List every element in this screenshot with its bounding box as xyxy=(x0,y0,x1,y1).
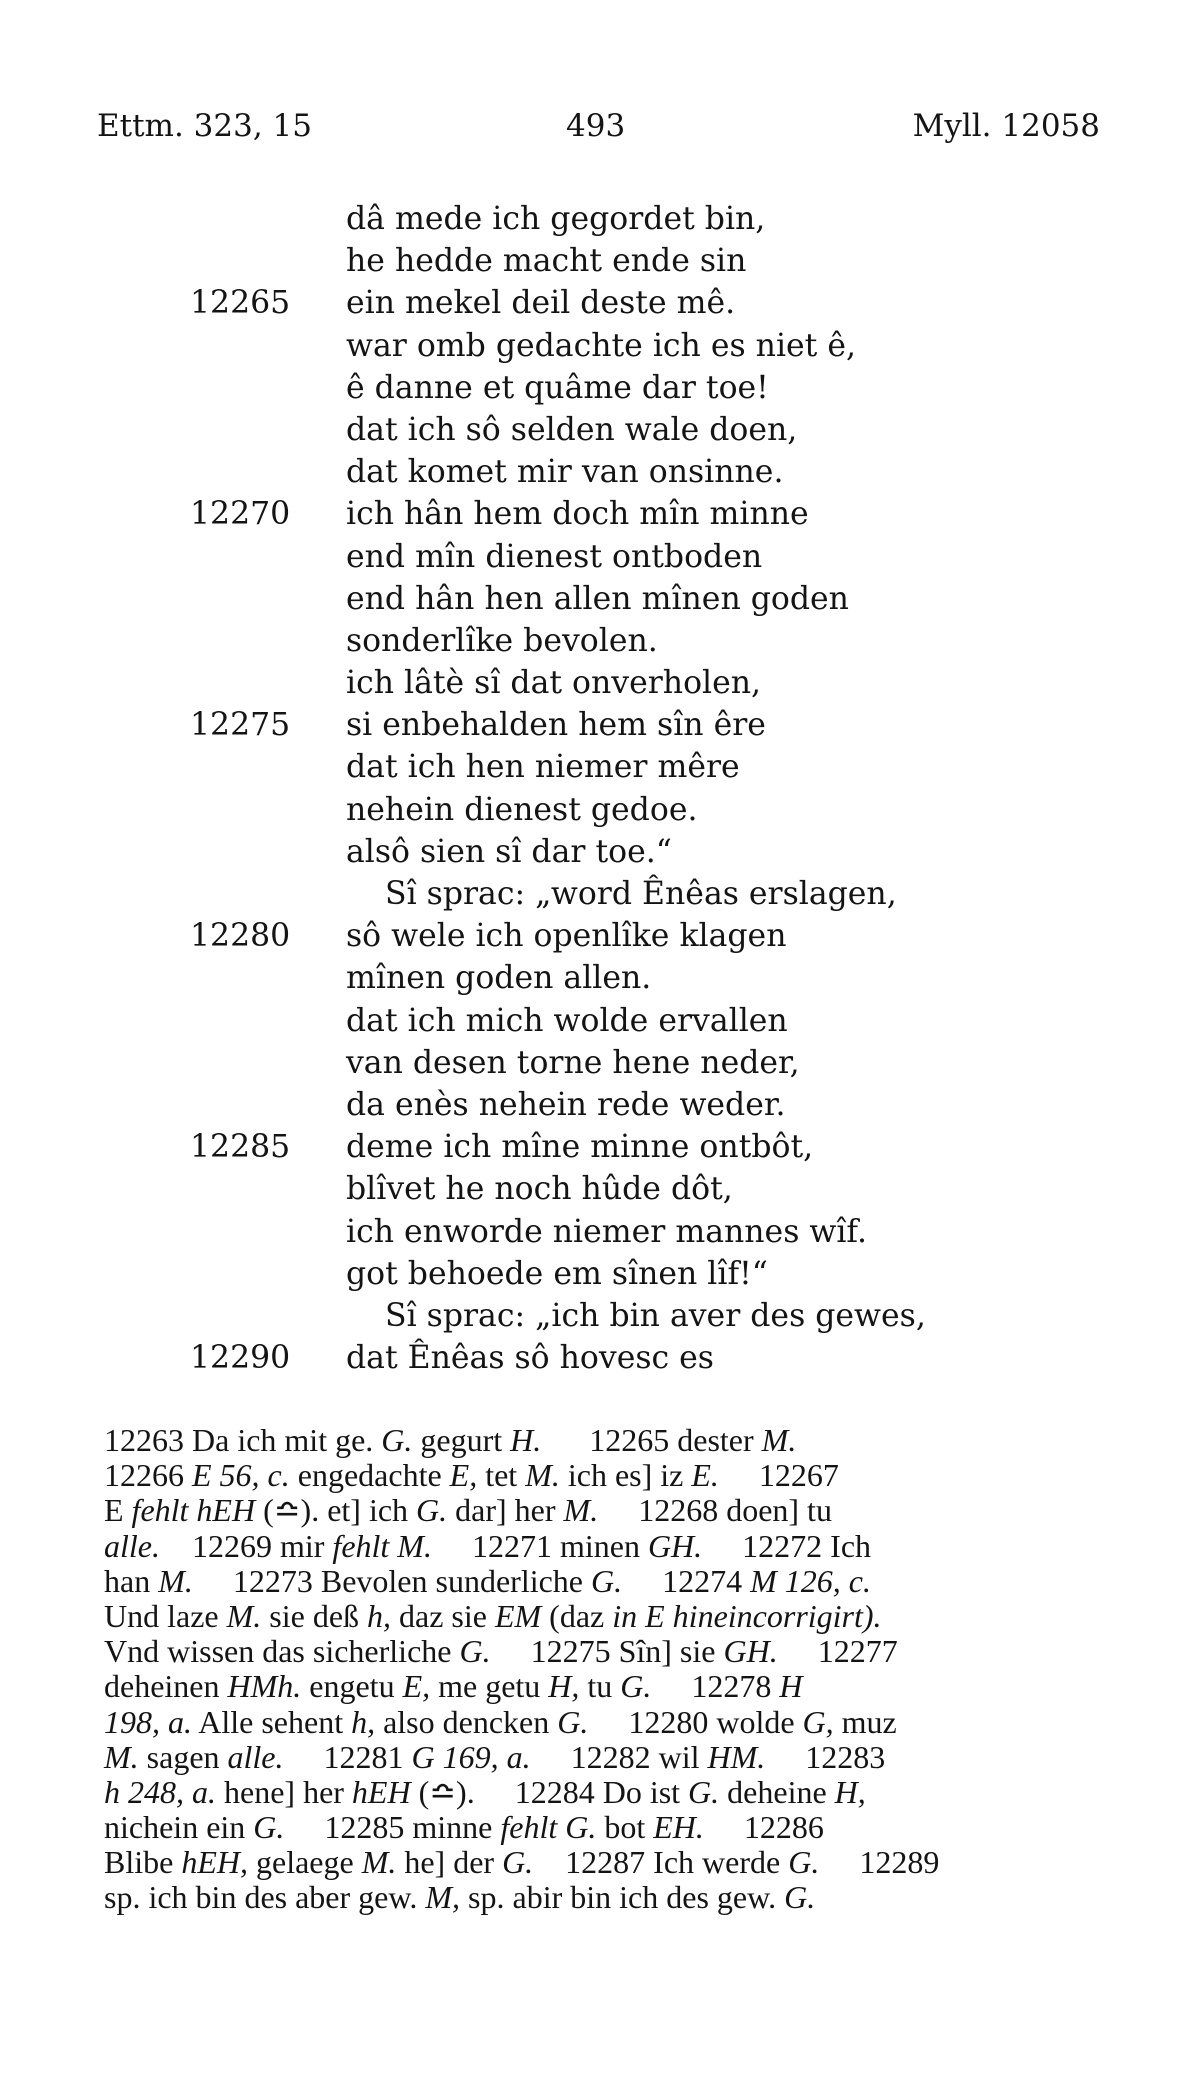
apparatus-segment: M. xyxy=(158,1562,193,1599)
apparatus-segment: hEH, xyxy=(181,1844,248,1881)
apparatus-segment: sagen xyxy=(138,1738,228,1775)
apparatus-segment: 12275 Sîn] sie xyxy=(490,1633,724,1670)
apparatus-segment: me getu xyxy=(430,1668,549,1705)
apparatus-segment: 12283 xyxy=(765,1738,886,1775)
apparatus-segment: in E hineincorrigirt). xyxy=(612,1597,882,1634)
verse-text: sô wele ich openlîke klagen xyxy=(346,918,787,955)
verse-line xyxy=(0,957,1200,999)
apparatus-segment: 12289 xyxy=(819,1844,940,1881)
apparatus-segment: 12282 wil xyxy=(530,1738,708,1775)
verse-line xyxy=(0,1253,1200,1295)
apparatus-segment: dar] her xyxy=(447,1492,564,1529)
verse-line xyxy=(0,1211,1200,1253)
apparatus-segment: han xyxy=(104,1562,159,1599)
line-number: 12275 xyxy=(190,707,291,744)
apparatus-segment: G. xyxy=(591,1562,623,1599)
apparatus-segment: tu xyxy=(579,1668,621,1705)
apparatus-segment: G. xyxy=(381,1422,413,1458)
verse-line xyxy=(0,578,1200,620)
apparatus-segment: engetu xyxy=(301,1668,403,1705)
verse-text: mînen goden allen. xyxy=(346,960,652,997)
apparatus-segment: E xyxy=(104,1492,132,1529)
verse-text: war omb gedachte ich es niet ê, xyxy=(346,327,856,364)
apparatus-segment: sp. ich bin des aber gew. xyxy=(104,1879,426,1916)
verse-line xyxy=(0,1337,1200,1379)
apparatus-segment: fehlt hEH xyxy=(131,1492,256,1529)
apparatus-segment: H, xyxy=(834,1773,866,1810)
apparatus-line xyxy=(104,1564,1116,1599)
verse-line xyxy=(0,282,1200,324)
verse-text: si enbehalden hem sîn êre xyxy=(346,707,766,744)
apparatus-segment: fehlt M. xyxy=(332,1527,432,1564)
apparatus-segment: M. xyxy=(525,1457,560,1494)
apparatus-segment: 12271 minen xyxy=(431,1527,648,1564)
apparatus-segment: fehlt G. xyxy=(500,1809,597,1846)
apparatus-segment: G. xyxy=(253,1809,285,1846)
critical-apparatus xyxy=(104,1423,1116,1916)
verse-text: ich hân hem doch mîn minne xyxy=(346,496,809,533)
apparatus-segment: 12263 Da ich mit ge. xyxy=(104,1422,382,1458)
apparatus-segment: hEH xyxy=(351,1773,411,1810)
apparatus-segment: tet xyxy=(477,1457,526,1494)
verse-line xyxy=(0,1295,1200,1337)
apparatus-segment: h 248, a. xyxy=(104,1773,216,1810)
apparatus-segment: 12273 Bevolen sunderliche xyxy=(192,1562,591,1599)
apparatus-segment: daz sie xyxy=(391,1597,495,1634)
verse-line xyxy=(0,1168,1200,1210)
apparatus-segment: 12274 xyxy=(622,1562,751,1599)
apparatus-segment: G. xyxy=(788,1844,820,1881)
apparatus-segment: (daz xyxy=(541,1597,613,1634)
apparatus-segment: Alle sehent xyxy=(192,1703,352,1740)
apparatus-segment: G. xyxy=(688,1773,720,1810)
apparatus-segment: GH. xyxy=(647,1527,703,1564)
apparatus-segment: M. xyxy=(761,1422,797,1458)
apparatus-segment: M 126, c. xyxy=(750,1562,871,1599)
apparatus-segment: E, xyxy=(402,1668,431,1705)
verse-text: deme ich mîne minne ontbôt, xyxy=(346,1129,814,1166)
apparatus-segment: also dencken xyxy=(375,1703,558,1740)
apparatus-segment: 12277 xyxy=(777,1633,898,1670)
page-number: 493 xyxy=(566,108,626,144)
apparatus-segment: gelaege xyxy=(247,1844,362,1881)
apparatus-segment: 198, a. xyxy=(104,1703,192,1740)
apparatus-segment: M. xyxy=(104,1738,139,1775)
apparatus-segment: 12269 mir xyxy=(159,1527,333,1564)
apparatus-line xyxy=(104,1705,1116,1740)
verse-line xyxy=(0,873,1200,915)
verse-line xyxy=(0,451,1200,493)
verse-line xyxy=(0,746,1200,788)
apparatus-segment: 12281 xyxy=(283,1738,412,1775)
apparatus-segment: G, xyxy=(802,1703,834,1740)
verse-text: ê danne et quâme dar toe! xyxy=(346,369,769,406)
apparatus-segment: G. xyxy=(459,1633,491,1670)
verse-line xyxy=(0,789,1200,831)
verse-block xyxy=(0,198,1200,1379)
verse-line xyxy=(0,1126,1200,1168)
apparatus-segment: muz xyxy=(833,1703,897,1740)
verse-text: van desen torne hene neder, xyxy=(346,1044,800,1081)
line-number: 12285 xyxy=(190,1129,291,1166)
verse-line xyxy=(0,1042,1200,1084)
apparatus-segment: G 169, a. xyxy=(411,1738,531,1775)
apparatus-segment: 12268 doen] tu xyxy=(598,1492,832,1529)
verse-text: Sî sprac: „ich bin aver des gewes, xyxy=(385,1297,926,1334)
apparatus-segment: HMh. xyxy=(227,1668,302,1705)
apparatus-segment: h, xyxy=(367,1597,392,1634)
apparatus-segment: h, xyxy=(351,1703,376,1740)
apparatus-line xyxy=(104,1493,1116,1528)
apparatus-segment: E, xyxy=(449,1457,478,1494)
apparatus-segment: GH. xyxy=(723,1633,778,1670)
apparatus-line xyxy=(104,1423,1116,1458)
apparatus-line xyxy=(104,1810,1116,1845)
apparatus-segment: G. xyxy=(557,1703,589,1740)
verse-line xyxy=(0,620,1200,662)
apparatus-segment: sp. abir bin ich des gew. xyxy=(460,1879,785,1916)
apparatus-segment: sie deß xyxy=(261,1597,368,1634)
apparatus-segment: G. xyxy=(416,1492,448,1529)
line-number: 12290 xyxy=(190,1340,291,1377)
apparatus-line xyxy=(104,1634,1116,1669)
apparatus-segment: M. xyxy=(226,1597,262,1634)
verse-line xyxy=(0,493,1200,535)
verse-line xyxy=(0,1000,1200,1042)
apparatus-segment: M. xyxy=(361,1844,397,1881)
apparatus-segment: M, xyxy=(425,1879,461,1916)
verse-line xyxy=(0,915,1200,957)
apparatus-line xyxy=(104,1599,1116,1634)
apparatus-segment: HM. xyxy=(707,1738,766,1775)
apparatus-line xyxy=(104,1845,1116,1880)
verse-text: ich lâtè sî dat onverholen, xyxy=(346,665,762,702)
running-header xyxy=(0,108,1200,148)
apparatus-segment: nichein ein xyxy=(104,1809,254,1846)
apparatus-segment: 12287 Ich werde xyxy=(533,1844,789,1881)
verse-line xyxy=(0,367,1200,409)
apparatus-segment: alle. xyxy=(227,1738,284,1775)
apparatus-segment: deheinen xyxy=(104,1668,228,1705)
apparatus-segment: E 56, c. xyxy=(192,1457,290,1494)
apparatus-segment: G. xyxy=(784,1879,816,1916)
apparatus-segment: 12266 xyxy=(104,1457,192,1494)
apparatus-segment: Und laze xyxy=(104,1597,227,1634)
apparatus-segment: bot xyxy=(596,1809,654,1846)
line-number: 12265 xyxy=(190,285,291,322)
apparatus-segment: gegurt xyxy=(412,1422,511,1458)
verse-text: dat Ênêas sô hovesc es xyxy=(346,1340,714,1377)
apparatus-segment: E. xyxy=(691,1457,719,1494)
verse-text: dat ich mich wolde ervallen xyxy=(346,1002,788,1039)
apparatus-segment: 12280 wolde xyxy=(588,1703,803,1740)
verse-text: dat ich sô selden wale doen, xyxy=(346,411,798,448)
verse-line xyxy=(0,536,1200,578)
verse-text: dâ mede ich gegordet bin, xyxy=(346,201,766,237)
apparatus-line xyxy=(104,1775,1116,1810)
apparatus-segment: (≏). et] ich xyxy=(255,1492,417,1529)
apparatus-segment: G. xyxy=(502,1844,534,1881)
apparatus-line xyxy=(104,1669,1116,1704)
verse-line xyxy=(0,1084,1200,1126)
apparatus-segment: H. xyxy=(510,1422,542,1458)
verse-line xyxy=(0,662,1200,704)
apparatus-segment: alle. xyxy=(104,1527,160,1564)
apparatus-line xyxy=(104,1529,1116,1564)
apparatus-segment: H xyxy=(779,1668,803,1705)
apparatus-segment: he] der xyxy=(396,1844,503,1881)
apparatus-segment: (≏). 12284 Do ist xyxy=(410,1773,689,1810)
line-number: 12280 xyxy=(190,918,291,955)
apparatus-segment: 12278 xyxy=(651,1668,780,1705)
apparatus-segment: engedachte xyxy=(289,1457,450,1494)
apparatus-line xyxy=(104,1740,1116,1775)
verse-text: end hân hen allen mînen goden xyxy=(346,580,849,617)
verse-line xyxy=(0,240,1200,282)
apparatus-segment: Vnd wissen das sicherliche xyxy=(104,1633,460,1670)
verse-text: dat komet mir van onsinne. xyxy=(346,454,784,491)
apparatus-segment: EM xyxy=(494,1597,542,1634)
apparatus-line xyxy=(104,1458,1116,1493)
apparatus-segment: EH. xyxy=(653,1809,704,1846)
verse-text: dat ich hen niemer mêre xyxy=(346,749,740,786)
apparatus-segment: H, xyxy=(548,1668,580,1705)
verse-text: sonderlîke bevolen. xyxy=(346,622,658,659)
verse-text: Sî sprac: „word Ênêas erslagen, xyxy=(385,876,897,912)
verse-line xyxy=(0,409,1200,451)
verse-text: nehein dienest gedoe. xyxy=(346,791,698,828)
apparatus-segment: hene] her xyxy=(216,1773,352,1810)
verse-line xyxy=(0,325,1200,367)
verse-text: end mîn dienest ontboden xyxy=(346,538,763,575)
verse-text: got behoede em sînen lîf!“ xyxy=(346,1255,768,1292)
verse-text: ein mekel deil deste mê. xyxy=(346,285,736,322)
apparatus-segment: deheine xyxy=(719,1773,835,1810)
verse-text: blîvet he noch hûde dôt, xyxy=(346,1171,733,1208)
apparatus-line xyxy=(104,1880,1116,1915)
verse-text: da enès nehein rede weder. xyxy=(346,1086,786,1123)
verse-text: ich enworde niemer mannes wîf. xyxy=(346,1213,867,1250)
apparatus-segment: G. xyxy=(620,1668,652,1705)
verse-line xyxy=(0,831,1200,873)
line-number: 12270 xyxy=(190,496,291,533)
verse-text: alsô sien sî dar toe.“ xyxy=(346,833,672,870)
apparatus-segment: 12267 xyxy=(718,1457,839,1494)
verse-line xyxy=(0,704,1200,746)
apparatus-segment: 12285 minne xyxy=(284,1809,501,1846)
header-left-reference: Ettm. 323, 15 xyxy=(97,108,312,144)
verse-text: he hedde macht ende sin xyxy=(346,243,747,280)
apparatus-segment: M. xyxy=(563,1492,599,1529)
verse-line xyxy=(0,198,1200,240)
apparatus-segment: 12265 dester xyxy=(541,1422,762,1458)
apparatus-segment: 12286 xyxy=(703,1809,824,1846)
apparatus-segment: Blibe xyxy=(104,1844,182,1881)
apparatus-segment: 12272 Ich xyxy=(702,1527,872,1564)
apparatus-segment: ich es] iz xyxy=(559,1457,692,1494)
header-right-reference: Myll. 12058 xyxy=(912,108,1100,144)
